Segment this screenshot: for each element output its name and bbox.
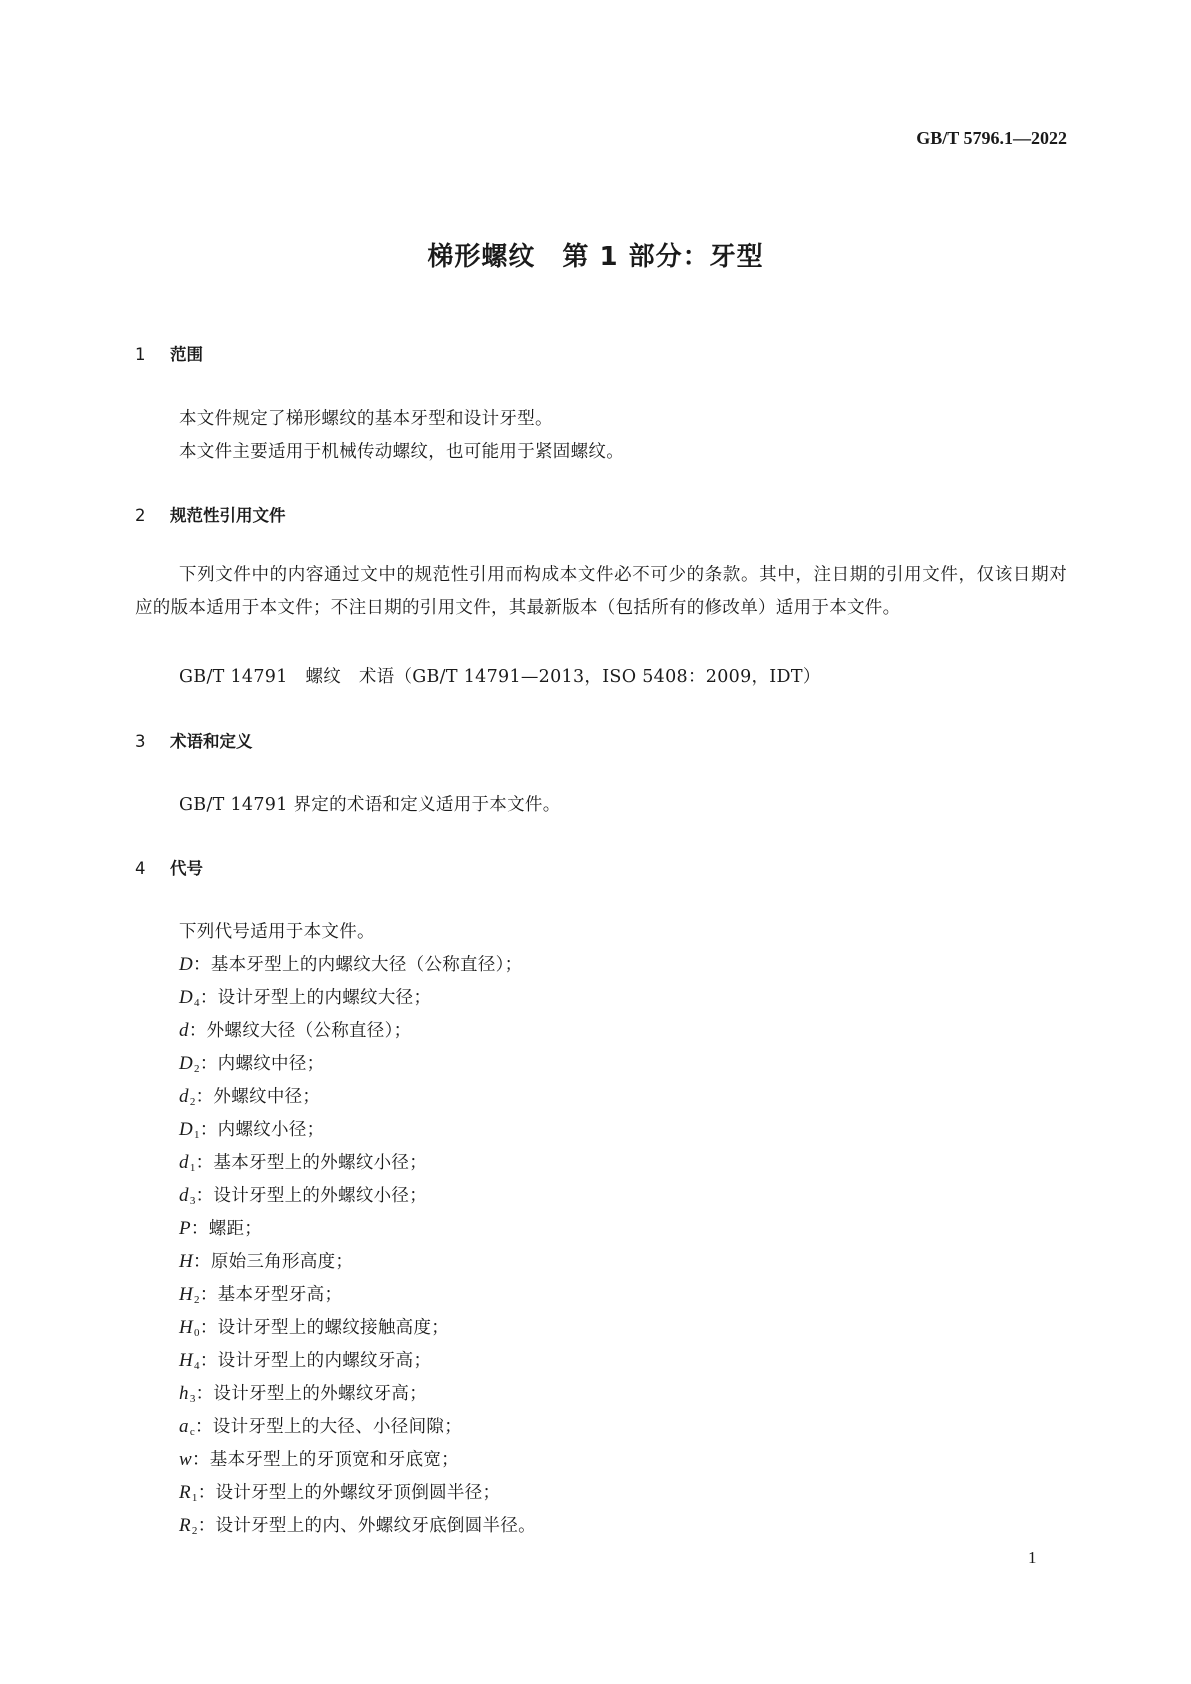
paragraph: 下列代号适用于本文件。 <box>179 922 375 942</box>
section-heading-symbols <box>135 855 203 879</box>
symbol: d <box>179 1152 189 1173</box>
section-title: 术语和定义 <box>170 732 253 751</box>
symbol-subscript: 2 <box>191 1525 198 1537</box>
document-title: 梯形螺纹 第 1 部分：牙型 <box>427 242 764 272</box>
section-title: 规范性引用文件 <box>170 506 286 525</box>
symbol-subscript: 2 <box>194 1063 200 1075</box>
symbol-description: ：基本牙型上的内螺纹大径（公称直径）； <box>193 955 523 975</box>
section-heading-terms <box>135 728 253 752</box>
symbol-subscript: 3 <box>189 1393 196 1405</box>
paragraph: 本文件主要适用于机械传动螺纹，也可能用于紧固螺纹。 <box>179 442 624 462</box>
section-number: 2 <box>135 506 146 525</box>
symbol-item <box>179 1248 353 1273</box>
section-number: 4 <box>135 859 146 878</box>
symbol: H <box>179 1317 194 1338</box>
symbol-subscript: 2 <box>189 1096 196 1108</box>
symbol: P <box>179 1218 191 1239</box>
symbol-item <box>179 1050 324 1075</box>
section-heading-normative-references <box>135 502 286 526</box>
symbol-description: ：外螺纹中径； <box>195 1087 321 1107</box>
symbol: a <box>179 1416 189 1437</box>
paragraph: 下列文件中的内容通过文中的规范性引用而构成本文件必不可少的条款。其中，注日期的引用文件，仅该日期对应的版本适用于本文件；不注日期的引用文件，其最新版本（包括所有的修改单）适用于本文件。 <box>135 565 1067 618</box>
symbol-description: ：基本牙型牙高； <box>199 1285 343 1305</box>
paragraph: GB/T 14791 界定的术语和定义适用于本文件。 <box>179 795 561 815</box>
standard-code: GB/T 5796.1—2022 <box>916 128 1067 148</box>
symbol-description: ：设计牙型上的内螺纹大径； <box>199 988 432 1008</box>
symbol-description: ：外螺纹大径（公称直径）； <box>188 1021 412 1041</box>
symbol-subscript: 1 <box>191 1492 198 1504</box>
symbol-subscript: 4 <box>194 1360 200 1372</box>
symbol-description: ：内螺纹中径； <box>199 1054 325 1074</box>
section-number: 1 <box>135 345 146 364</box>
symbol-description: ：设计牙型上的外螺纹小径； <box>195 1186 428 1206</box>
symbol: D <box>179 1119 194 1140</box>
symbol: D <box>179 987 194 1008</box>
symbol-item <box>179 1479 500 1504</box>
symbol-description: ：设计牙型上的内螺纹牙高； <box>199 1351 432 1371</box>
symbol-item <box>179 1083 320 1108</box>
symbol-subscript: 3 <box>189 1195 196 1207</box>
symbol: D <box>179 954 194 975</box>
symbol: w <box>179 1449 192 1470</box>
symbol-description: ：设计牙型上的外螺纹牙高； <box>195 1384 428 1404</box>
symbol-subscript: 1 <box>194 1129 200 1141</box>
symbol-description: ：设计牙型上的螺纹接触高度； <box>199 1318 450 1338</box>
symbol-subscript: 2 <box>194 1294 200 1306</box>
symbol: d <box>179 1020 189 1041</box>
symbol-item <box>179 1380 427 1405</box>
symbol-item <box>179 1149 427 1174</box>
reference-entry: GB/T 14791 螺纹 术语（GB/T 14791—2013，ISO 5408：2009，IDT） <box>179 667 821 687</box>
symbol-item <box>179 1215 262 1240</box>
section-title: 范围 <box>170 345 203 364</box>
symbol-item <box>179 1182 427 1207</box>
symbol-item <box>179 984 431 1009</box>
symbol-description: ：内螺纹小径； <box>199 1120 325 1140</box>
symbol-item <box>179 1413 462 1438</box>
symbol: D <box>179 1053 194 1074</box>
symbol-subscript: c <box>189 1426 195 1438</box>
symbol: H <box>179 1284 194 1305</box>
symbol: R <box>179 1482 191 1503</box>
symbol-item <box>179 951 522 976</box>
symbol-item <box>179 1314 449 1339</box>
symbol-description: ：设计牙型上的内、外螺纹牙底倒圆半径。 <box>197 1516 536 1536</box>
symbol-description: ：螺距； <box>190 1219 263 1239</box>
symbol: R <box>179 1515 191 1536</box>
symbol: H <box>179 1251 194 1272</box>
page-number: 1 <box>1028 1548 1037 1567</box>
section-title: 代号 <box>170 859 203 878</box>
section-heading-scope <box>135 341 203 365</box>
symbol-item <box>179 1512 536 1537</box>
symbol-description: ：设计牙型上的外螺纹牙顶倒圆半径； <box>197 1483 501 1503</box>
symbol: h <box>179 1383 189 1404</box>
symbol-item <box>179 1116 324 1141</box>
symbol: d <box>179 1185 189 1206</box>
symbol-description: ：设计牙型上的大径、小径间隙； <box>195 1417 462 1437</box>
symbol: H <box>179 1350 194 1371</box>
symbol-item <box>179 1017 411 1042</box>
symbol-item <box>179 1347 431 1372</box>
paragraph: 本文件规定了梯形螺纹的基本牙型和设计牙型。 <box>179 409 553 429</box>
section-number: 3 <box>135 732 146 751</box>
symbol-subscript: 1 <box>189 1162 196 1174</box>
symbol-item <box>179 1446 459 1471</box>
symbol-item <box>179 1281 342 1306</box>
symbol-description: ：原始三角形高度； <box>193 1252 354 1272</box>
symbol-subscript: 4 <box>194 997 200 1009</box>
symbol: d <box>179 1086 189 1107</box>
symbol-subscript: 0 <box>194 1327 200 1339</box>
symbol-description: ：基本牙型上的外螺纹小径； <box>195 1153 428 1173</box>
symbol-description: ：基本牙型上的牙顶宽和牙底宽； <box>191 1450 459 1470</box>
